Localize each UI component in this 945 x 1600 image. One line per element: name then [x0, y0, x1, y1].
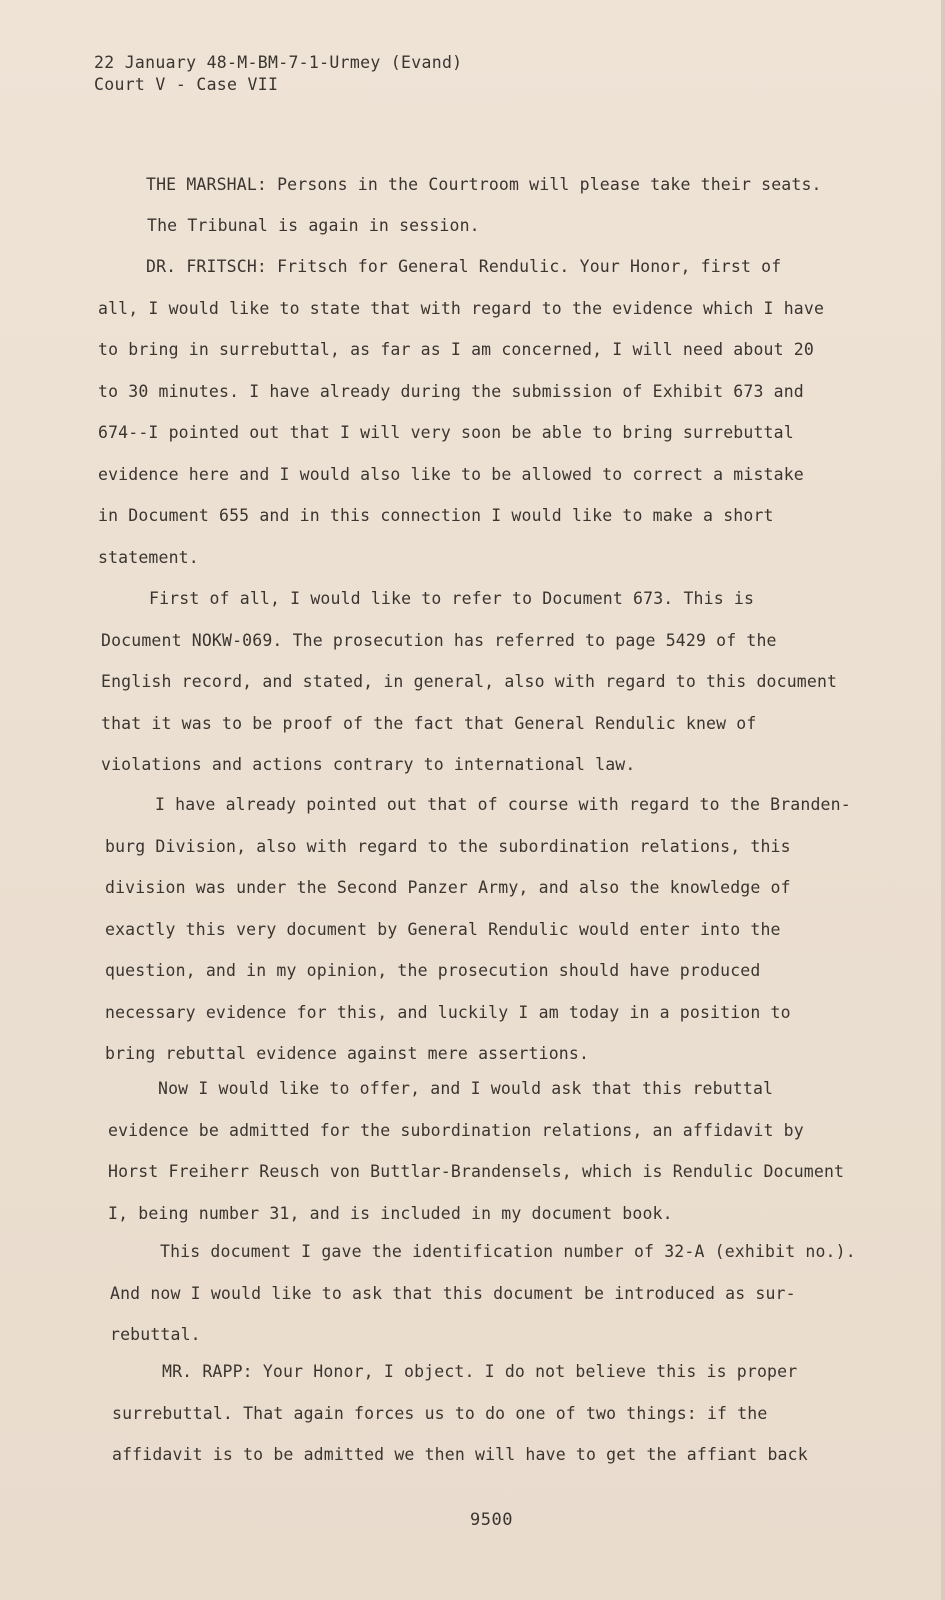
text-line: surrebuttal. That again forces us to do one of two things: if the — [112, 1403, 768, 1423]
text-line: MR. RAPP: Your Honor, I object. I do not believe this is proper — [162, 1362, 798, 1381]
text-line: affidavit is to be admitted we then will have to get the affiant back — [112, 1445, 808, 1464]
text-line: This document I gave the identification number of 32-A (exhibit no.). — [160, 1242, 856, 1261]
text-line: burg Division, also with regard to the subordination relations, this — [105, 836, 791, 856]
text-line: First of all, I would like to refer to Document 673. This is — [149, 589, 755, 608]
text-line: Document NOKW-069. The prosecution has referred to page 5429 of the — [101, 630, 777, 650]
text-line: I have already pointed out that of course with regard to the Branden- — [155, 795, 851, 814]
document-header — [94, 52, 462, 96]
page-number: 9500 — [470, 1510, 513, 1530]
text-line: that it was to be proof of the fact that General Rendulic knew of — [101, 713, 757, 733]
paragraph-tribunal — [147, 205, 480, 247]
text-line: evidence here and I would also like to be allowed to correct a mistake — [98, 464, 804, 484]
text-line: 674--I pointed out that I will very soon be able to bring surrebuttal — [98, 423, 794, 442]
text-line: THE MARSHAL: Persons in the Courtroom will please take their seats. — [146, 175, 822, 194]
paragraph-brandenburg — [105, 784, 851, 1075]
text-line: division was under the Second Panzer Army, and also the knowledge of — [105, 878, 791, 897]
paragraph-marshal — [146, 164, 822, 206]
paragraph-affidavit-offer — [108, 1068, 844, 1234]
text-line: And now I would like to ask that this document be introduced as sur- — [110, 1283, 796, 1303]
text-line: DR. FRITSCH: Fritsch for General Rendulic. Your Honor, first of — [146, 257, 782, 276]
paragraph-document-673 — [101, 578, 837, 786]
text-line: necessary evidence for this, and luckily I am today in a position to — [105, 1002, 791, 1022]
header-line-court: Court V - Case VII — [94, 75, 279, 94]
text-line: statement. — [98, 547, 199, 567]
text-line: all, I would like to state that with regard to the evidence which I have — [98, 298, 825, 318]
text-line: question, and in my opinion, the prosecution should have produced — [105, 961, 761, 980]
header-line-date: 22 January 48-M-BM-7-1-Urmey (Evand) — [94, 53, 463, 72]
text-line: bring rebuttal evidence against mere assertions. — [105, 1044, 590, 1063]
text-line: violations and actions contrary to international law. — [101, 755, 636, 774]
page-edge — [941, 0, 945, 1600]
text-line: The Tribunal is again in session. — [147, 216, 480, 235]
text-line: Horst Freiherr Reusch von Buttlar-Brandensels, which is Rendulic Document — [108, 1162, 845, 1181]
text-line: to 30 minutes. I have already during the submission of Exhibit 673 and — [98, 381, 804, 401]
text-line: I, being number 31, and is included in my document book. — [108, 1203, 673, 1223]
paragraph-rapp-objection — [112, 1351, 808, 1476]
text-line: evidence be admitted for the subordination relations, an affidavit by — [108, 1120, 804, 1140]
text-line: to bring in surrebuttal, as far as I am concerned, I will need about 20 — [98, 340, 814, 359]
text-line: rebuttal. — [110, 1325, 201, 1344]
text-line: exactly this very document by General Rendulic would enter into the — [105, 919, 781, 939]
text-line: in Document 655 and in this connection I would like to make a short — [98, 506, 774, 525]
text-line: English record, and stated, in general, also with regard to this document — [101, 672, 838, 691]
text-line: Now I would like to offer, and I would ask that this rebuttal — [158, 1079, 774, 1098]
paragraph-identification — [110, 1231, 856, 1356]
paragraph-fritsch-opening — [98, 246, 824, 578]
